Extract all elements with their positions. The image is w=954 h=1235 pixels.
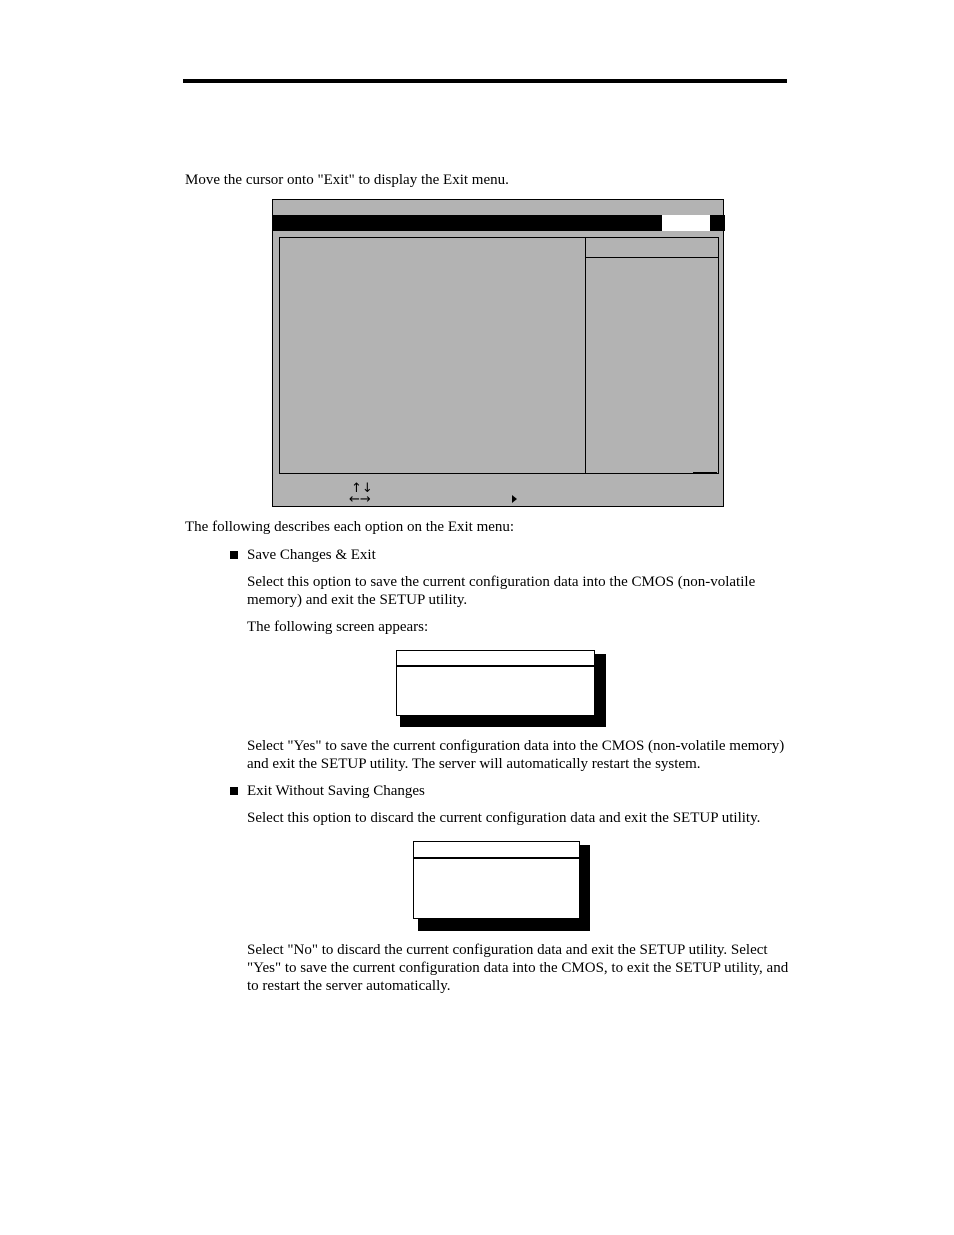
bullet-square-icon bbox=[230, 787, 238, 795]
help-pane-divider bbox=[586, 257, 718, 258]
intro-text: Move the cursor onto "Exit" to display the Exit menu. bbox=[185, 172, 509, 188]
option-desc-line: Select this option to save the current configuration data into the CMOS (non-volatile bbox=[247, 574, 756, 590]
option-title: Exit Without Saving Changes bbox=[247, 783, 425, 799]
dialog-title-divider bbox=[414, 857, 579, 859]
save-exit-dialog bbox=[396, 650, 595, 716]
play-triangle-icon bbox=[512, 495, 517, 503]
option-desc-line: Select this option to discard the current configuration data and exit the SETUP utility. bbox=[247, 810, 761, 826]
bullet-square-icon bbox=[230, 551, 238, 559]
menu-item-exit-selected[interactable] bbox=[662, 215, 710, 231]
option-desc-line: memory) and exit the SETUP utility. bbox=[247, 592, 468, 608]
option-after-line: Select "No" to discard the current configuration data and exit the SETUP utility. Select bbox=[247, 942, 768, 958]
option-after-line: "Yes" to save the current configuration data into the CMOS, to exit the SETUP utility, and bbox=[247, 960, 789, 976]
describes-text: The following describes each option on the Exit menu: bbox=[185, 519, 515, 535]
option-after-line: to restart the server automatically. bbox=[247, 978, 451, 994]
screen-note: The following screen appears: bbox=[247, 619, 429, 635]
dialog-title-divider bbox=[397, 665, 594, 667]
option-title: Save Changes & Exit bbox=[247, 547, 376, 563]
bios-menu-bar bbox=[273, 215, 725, 231]
option-after-line: Select "Yes" to save the current configuration data into the CMOS (non-volatile memory) bbox=[247, 738, 785, 754]
help-pane-footer-line bbox=[693, 472, 717, 473]
bios-main-pane bbox=[279, 237, 586, 474]
top-rule bbox=[183, 79, 787, 83]
bios-help-pane bbox=[585, 237, 719, 474]
arrow-keys-icon-horizontal: ←→ bbox=[349, 492, 371, 507]
arrow-keys-icon: ↑↓ bbox=[351, 481, 373, 496]
bios-exit-screen bbox=[272, 199, 724, 507]
exit-without-saving-dialog bbox=[413, 841, 580, 919]
option-after-line: and exit the SETUP utility. The server will automatically restart the system. bbox=[247, 756, 701, 772]
